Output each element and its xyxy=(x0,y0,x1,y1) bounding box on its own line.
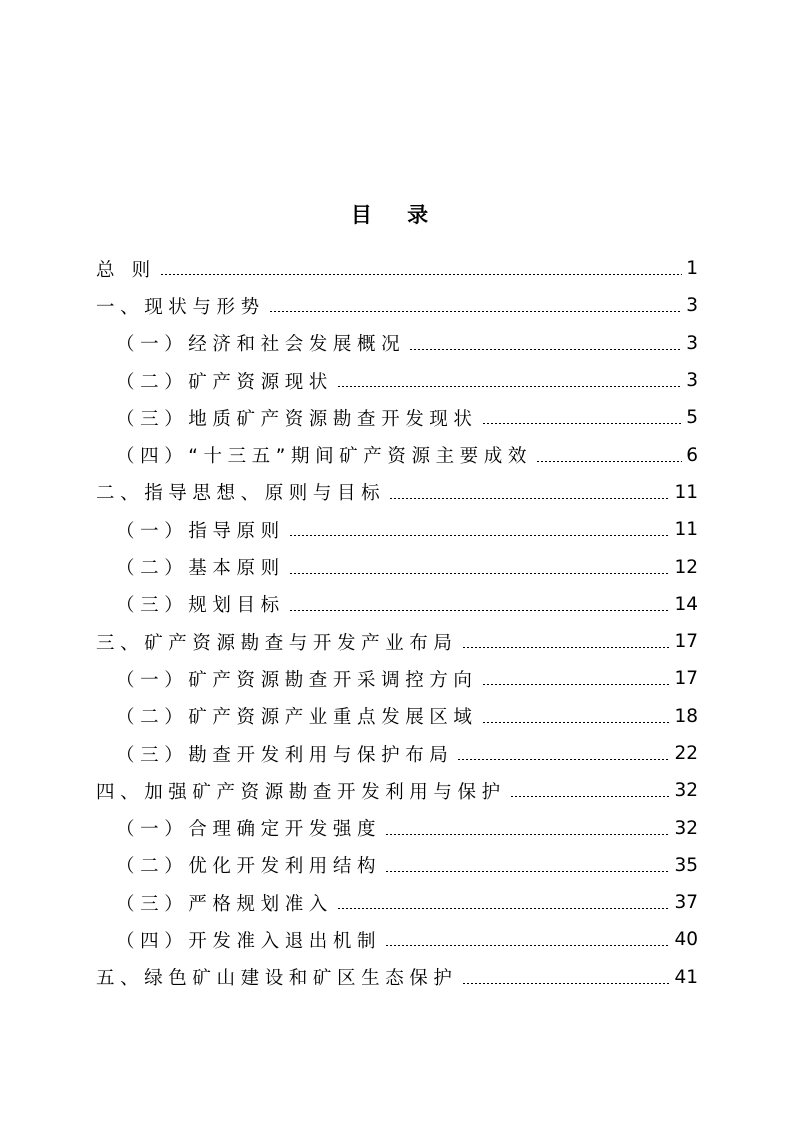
toc-page-number: 3 xyxy=(686,370,698,392)
toc-label: （一）合理确定开发强度 xyxy=(116,819,382,841)
toc-entry[interactable] xyxy=(96,959,698,996)
toc-entry[interactable] xyxy=(96,660,698,697)
page-title: 目 录 xyxy=(350,203,443,227)
toc-page-number: 3 xyxy=(686,295,698,317)
toc-label: （一）指导原则 xyxy=(116,520,285,542)
toc-label: 三、矿产资源勘查与开发产业布局 xyxy=(96,632,458,654)
toc-label: （四）开发准入退出机制 xyxy=(116,930,382,952)
toc-entry[interactable] xyxy=(96,548,698,585)
toc-page-number: 17 xyxy=(674,631,698,653)
toc-page-number: 41 xyxy=(674,966,698,988)
toc-entry[interactable] xyxy=(96,809,698,846)
toc-page-number: 35 xyxy=(674,854,698,876)
toc-entry[interactable] xyxy=(96,250,698,287)
toc-entry[interactable] xyxy=(96,921,698,958)
toc-entry[interactable] xyxy=(96,362,698,399)
toc-label: 五、绿色矿山建设和矿区生态保护 xyxy=(96,968,458,990)
toc-page-number: 18 xyxy=(674,705,698,727)
toc-page-number: 32 xyxy=(674,780,698,802)
toc-leader xyxy=(462,983,671,984)
toc-leader xyxy=(389,498,670,499)
toc-leader xyxy=(289,535,671,536)
toc-leader xyxy=(482,423,683,424)
toc-entry[interactable] xyxy=(96,511,698,548)
toc-entry[interactable] xyxy=(96,772,698,809)
toc-leader xyxy=(337,386,682,387)
toc-page-number: 12 xyxy=(674,556,698,578)
toc-entry[interactable] xyxy=(96,287,698,324)
toc-leader xyxy=(409,349,682,350)
toc-page-number: 22 xyxy=(674,743,698,764)
toc-label: 二、指导思想、原则与目标 xyxy=(96,483,386,505)
toc-leader xyxy=(510,796,671,797)
toc-label: （二）矿产资源产业重点发展区域 xyxy=(116,707,478,729)
toc-label: （三）勘查开发利用与保护布局 xyxy=(116,744,454,766)
toc-page-number: 32 xyxy=(674,817,698,839)
toc-entry[interactable] xyxy=(96,884,698,921)
toc-page-number: 40 xyxy=(674,929,698,951)
toc-page-number: 5 xyxy=(686,407,698,429)
toc-leader xyxy=(482,722,671,723)
toc-label: （三）严格规划准入 xyxy=(116,893,333,915)
toc-entry[interactable] xyxy=(96,623,698,660)
toc-entry[interactable] xyxy=(96,847,698,884)
toc-page-number: 1 xyxy=(686,258,698,280)
toc-leader xyxy=(289,610,671,611)
toc-page-number: 6 xyxy=(686,444,698,466)
toc-page-number: 11 xyxy=(674,519,698,541)
toc-leader xyxy=(289,573,671,574)
toc-label: （一）经济和社会发展概况 xyxy=(116,334,406,356)
toc-label: （三）地质矿产资源勘查开发现状 xyxy=(116,408,478,430)
toc-label: （二）优化开发利用结构 xyxy=(116,856,382,878)
toc-leader xyxy=(385,871,670,872)
toc-entry[interactable] xyxy=(96,399,698,436)
toc-page-number: 3 xyxy=(686,332,698,354)
toc-leader xyxy=(457,759,670,760)
toc-page-number: 37 xyxy=(674,892,698,914)
toc-entry[interactable] xyxy=(96,698,698,735)
toc-entry[interactable] xyxy=(96,474,698,511)
toc-leader xyxy=(536,461,682,462)
toc-label: （二）矿产资源现状 xyxy=(116,371,333,393)
toc-entry[interactable] xyxy=(96,436,698,473)
toc-entry[interactable] xyxy=(96,325,698,362)
toc-leader xyxy=(269,311,683,312)
toc-leader xyxy=(337,908,671,909)
toc-label: （四）“十三五”期间矿产资源主要成效 xyxy=(116,446,532,468)
toc-label: 四、加强矿产资源勘查开发利用与保护 xyxy=(96,781,506,803)
toc-label: 一、现状与形势 xyxy=(96,296,265,318)
toc-leader xyxy=(462,647,671,648)
toc-leader xyxy=(160,274,683,275)
toc-leader xyxy=(482,684,671,685)
table-of-contents xyxy=(96,250,698,996)
toc-label: （一）矿产资源勘查开采调控方向 xyxy=(116,669,478,691)
toc-label: （三）规划目标 xyxy=(116,595,285,617)
toc-leader xyxy=(385,945,670,946)
toc-page-number: 11 xyxy=(674,481,698,503)
toc-leader xyxy=(385,834,670,835)
toc-label: 总 则 xyxy=(96,259,156,281)
toc-page-number: 17 xyxy=(674,668,698,690)
toc-page-number: 14 xyxy=(674,593,698,615)
toc-entry[interactable] xyxy=(96,586,698,623)
toc-label: （二）基本原则 xyxy=(116,558,285,580)
toc-entry[interactable] xyxy=(96,735,698,772)
